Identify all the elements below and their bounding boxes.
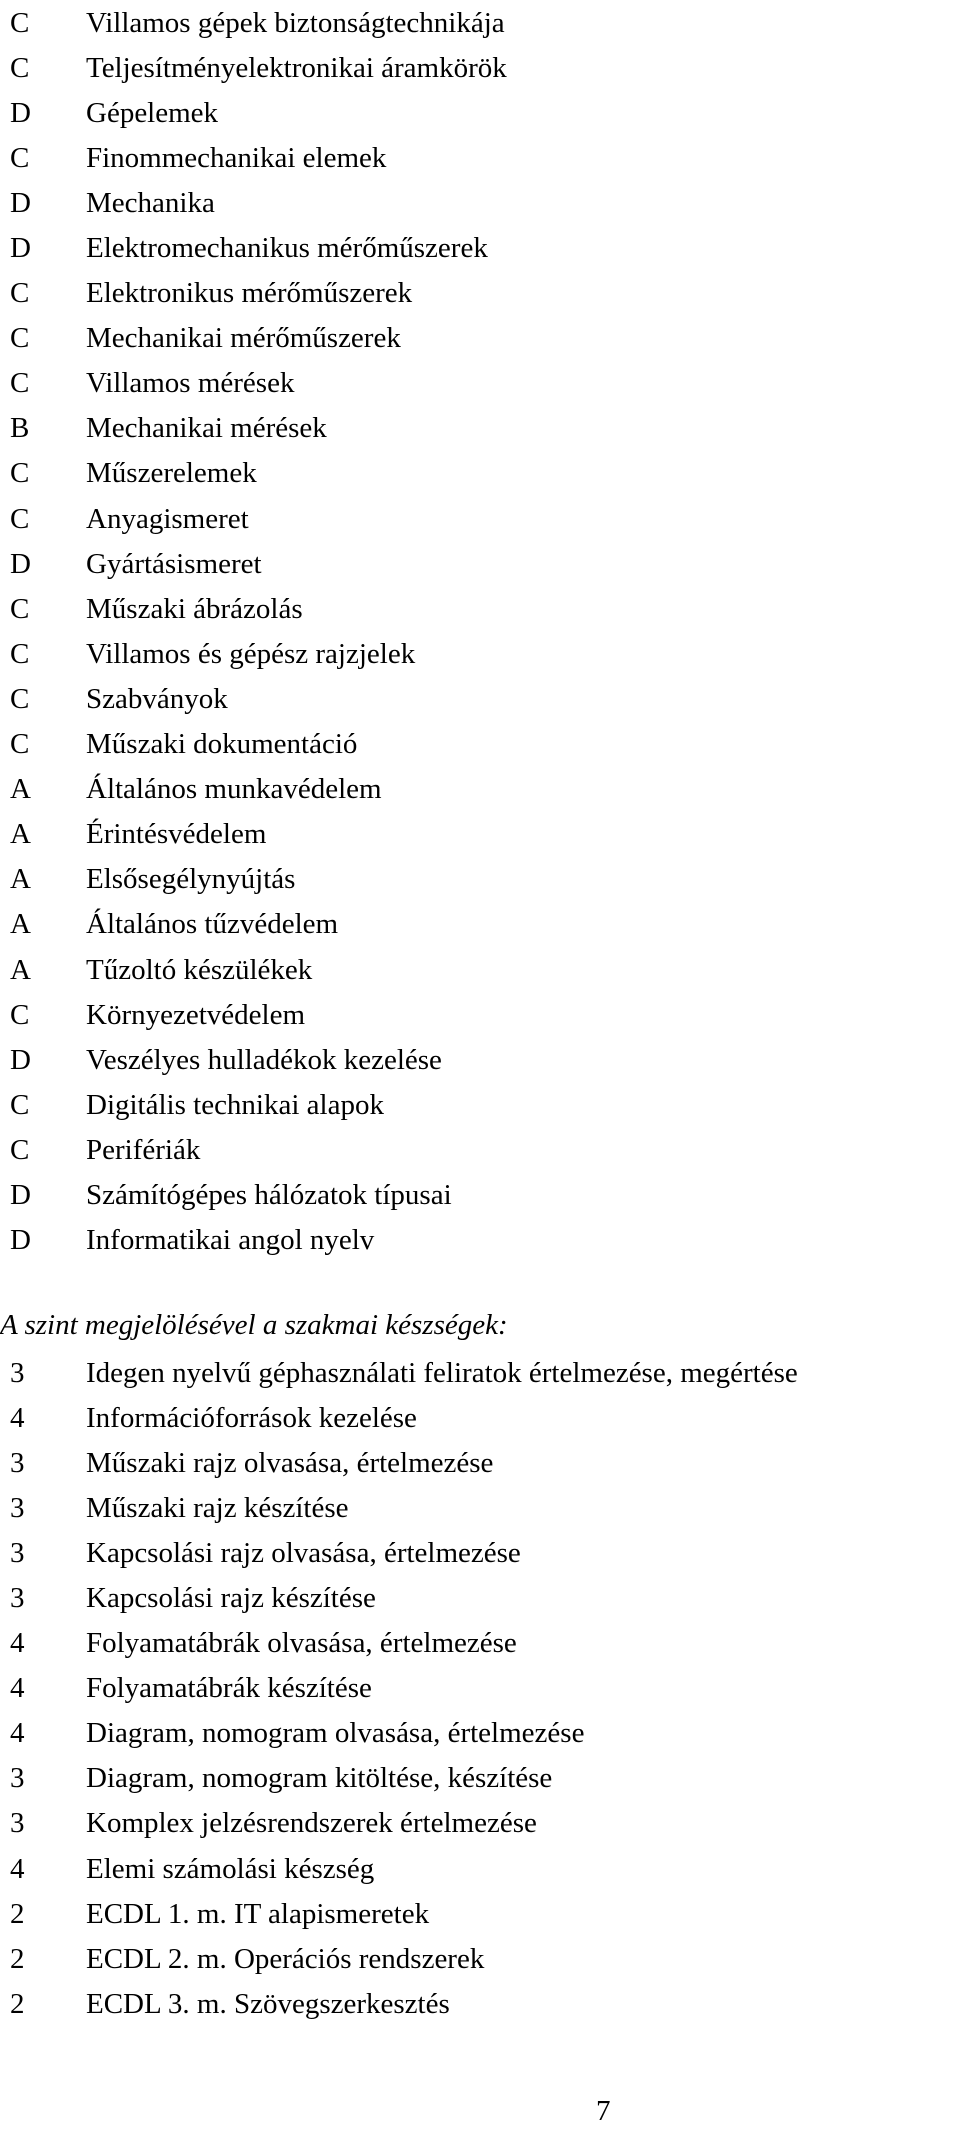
level-code: C bbox=[10, 728, 30, 761]
level-code: C bbox=[10, 592, 30, 625]
level-code: B bbox=[10, 412, 30, 445]
item-text: Folyamatábrák készítése bbox=[86, 1672, 372, 1705]
item-text: Finommechanikai elemek bbox=[86, 141, 387, 174]
list-item bbox=[10, 541, 950, 586]
level-code: C bbox=[10, 682, 30, 715]
level-code: D bbox=[10, 1224, 31, 1257]
list-item bbox=[10, 451, 950, 496]
item-text: Diagram, nomogram kitöltése, készítése bbox=[86, 1762, 553, 1795]
level-code: C bbox=[10, 998, 30, 1031]
level-code: D bbox=[10, 232, 31, 265]
skill-level: 4 bbox=[10, 1672, 25, 1705]
level-code: C bbox=[10, 6, 30, 39]
list-item bbox=[10, 722, 950, 767]
item-text: Szabványok bbox=[86, 682, 228, 715]
level-code: A bbox=[10, 908, 31, 941]
skill-level: 2 bbox=[10, 1897, 25, 1930]
item-text: Teljesítményelektronikai áramkörök bbox=[86, 51, 507, 84]
list-item bbox=[10, 1172, 950, 1217]
skill-level: 3 bbox=[10, 1762, 25, 1795]
item-text: Mechanikai mérések bbox=[86, 412, 327, 445]
knowledge-list bbox=[10, 0, 950, 1263]
item-text: ECDL 3. m. Szövegszerkesztés bbox=[86, 1987, 450, 2020]
item-text: Kapcsolási rajz készítése bbox=[86, 1582, 376, 1615]
item-text: Mechanika bbox=[86, 186, 215, 219]
list-item bbox=[10, 1666, 950, 1711]
list-item bbox=[10, 0, 950, 45]
skill-level: 3 bbox=[10, 1807, 25, 1840]
level-code: C bbox=[10, 277, 30, 310]
list-item bbox=[10, 857, 950, 902]
item-text: Műszaki ábrázolás bbox=[86, 592, 303, 625]
item-text: Gépelemek bbox=[86, 96, 219, 129]
level-code: C bbox=[10, 1133, 30, 1166]
list-item bbox=[10, 1936, 950, 1981]
list-item bbox=[10, 902, 950, 947]
item-text: Komplex jelzésrendszerek értelmezése bbox=[86, 1807, 537, 1840]
list-item bbox=[10, 947, 950, 992]
level-code: D bbox=[10, 547, 31, 580]
item-text: ECDL 1. m. IT alapismeretek bbox=[86, 1897, 430, 1930]
list-item bbox=[10, 496, 950, 541]
list-item bbox=[10, 135, 950, 180]
level-code: D bbox=[10, 1043, 31, 1076]
skill-level: 2 bbox=[10, 1987, 25, 2020]
item-text: Anyagismeret bbox=[86, 502, 249, 535]
list-item bbox=[10, 676, 950, 721]
level-code: A bbox=[10, 818, 31, 851]
item-text: Számítógépes hálózatok típusai bbox=[86, 1178, 452, 1211]
item-text: Műszaki rajz olvasása, értelmezése bbox=[86, 1446, 494, 1479]
list-item bbox=[10, 1981, 950, 2026]
item-text: Diagram, nomogram olvasása, értelmezése bbox=[86, 1717, 585, 1750]
item-text: ECDL 2. m. Operációs rendszerek bbox=[86, 1942, 485, 1975]
item-text: Elektronikus mérőműszerek bbox=[86, 277, 413, 310]
level-code: A bbox=[10, 773, 31, 806]
list-item bbox=[10, 586, 950, 631]
level-code: C bbox=[10, 502, 30, 535]
skill-level: 3 bbox=[10, 1446, 25, 1479]
list-item bbox=[10, 271, 950, 316]
level-code: C bbox=[10, 367, 30, 400]
item-text: Mechanikai mérőműszerek bbox=[86, 322, 401, 355]
item-text: Általános munkavédelem bbox=[86, 773, 382, 806]
skill-level: 4 bbox=[10, 1852, 25, 1885]
item-text: Elsősegélynyújtás bbox=[86, 863, 296, 896]
item-text: Műszerelemek bbox=[86, 457, 257, 490]
list-item bbox=[10, 1395, 950, 1440]
list-item bbox=[10, 316, 950, 361]
item-text: Tűzoltó készülékek bbox=[86, 953, 313, 986]
list-item bbox=[10, 406, 950, 451]
level-code: D bbox=[10, 96, 31, 129]
list-item bbox=[10, 767, 950, 812]
item-text: Kapcsolási rajz olvasása, értelmezése bbox=[86, 1536, 521, 1569]
level-code: A bbox=[10, 953, 31, 986]
item-text: Digitális technikai alapok bbox=[86, 1088, 384, 1121]
skill-level: 3 bbox=[10, 1491, 25, 1524]
skills-section-heading: A szint megjelölésével a szakmai készségek: bbox=[0, 1309, 508, 1341]
level-code: D bbox=[10, 1178, 31, 1211]
list-item bbox=[10, 1218, 950, 1263]
item-text: Veszélyes hulladékok kezelése bbox=[86, 1043, 442, 1076]
item-text: Informatikai angol nyelv bbox=[86, 1224, 375, 1257]
list-item bbox=[10, 1756, 950, 1801]
skill-level: 4 bbox=[10, 1717, 25, 1750]
level-code: A bbox=[10, 863, 31, 896]
item-text: Műszaki dokumentáció bbox=[86, 728, 358, 761]
list-item bbox=[10, 225, 950, 270]
level-code: D bbox=[10, 186, 31, 219]
level-code: C bbox=[10, 457, 30, 490]
item-text: Információforrások kezelése bbox=[86, 1401, 417, 1434]
list-item bbox=[10, 1846, 950, 1891]
list-item bbox=[10, 1127, 950, 1172]
list-item bbox=[10, 1350, 950, 1395]
list-item bbox=[10, 45, 950, 90]
skill-level: 4 bbox=[10, 1627, 25, 1660]
item-text: Gyártásismeret bbox=[86, 547, 262, 580]
level-code: C bbox=[10, 141, 30, 174]
list-item bbox=[10, 361, 950, 406]
skills-list bbox=[10, 1350, 950, 2026]
list-item bbox=[10, 1485, 950, 1530]
item-text: Folyamatábrák olvasása, értelmezése bbox=[86, 1627, 517, 1660]
item-text: Érintésvédelem bbox=[86, 818, 267, 851]
list-item bbox=[10, 1801, 950, 1846]
list-item bbox=[10, 631, 950, 676]
list-item bbox=[10, 1037, 950, 1082]
item-text: Környezetvédelem bbox=[86, 998, 306, 1031]
item-text: Villamos gépek biztonságtechnikája bbox=[86, 6, 505, 39]
list-item bbox=[10, 1891, 950, 1936]
skill-level: 3 bbox=[10, 1356, 25, 1389]
skill-level: 3 bbox=[10, 1536, 25, 1569]
list-item bbox=[10, 90, 950, 135]
list-item bbox=[10, 180, 950, 225]
level-code: C bbox=[10, 637, 30, 670]
list-item bbox=[10, 1711, 950, 1756]
list-item bbox=[10, 1621, 950, 1666]
item-text: Villamos mérések bbox=[86, 367, 295, 400]
list-item bbox=[10, 992, 950, 1037]
list-item bbox=[10, 812, 950, 857]
item-text: Elemi számolási készség bbox=[86, 1852, 375, 1885]
list-item bbox=[10, 1530, 950, 1575]
item-text: Villamos és gépész rajzjelek bbox=[86, 637, 416, 670]
list-item bbox=[10, 1440, 950, 1485]
skill-level: 3 bbox=[10, 1582, 25, 1615]
level-code: C bbox=[10, 51, 30, 84]
item-text: Idegen nyelvű géphasználati feliratok értelmezése, megértése bbox=[86, 1356, 798, 1389]
level-code: C bbox=[10, 322, 30, 355]
page-number: 7 bbox=[596, 2095, 611, 2127]
item-text: Műszaki rajz készítése bbox=[86, 1491, 349, 1524]
list-item bbox=[10, 1575, 950, 1620]
skill-level: 4 bbox=[10, 1401, 25, 1434]
item-text: Elektromechanikus mérőműszerek bbox=[86, 232, 488, 265]
level-code: C bbox=[10, 1088, 30, 1121]
item-text: Perifériák bbox=[86, 1133, 201, 1166]
skill-level: 2 bbox=[10, 1942, 25, 1975]
item-text: Általános tűzvédelem bbox=[86, 908, 339, 941]
list-item bbox=[10, 1082, 950, 1127]
